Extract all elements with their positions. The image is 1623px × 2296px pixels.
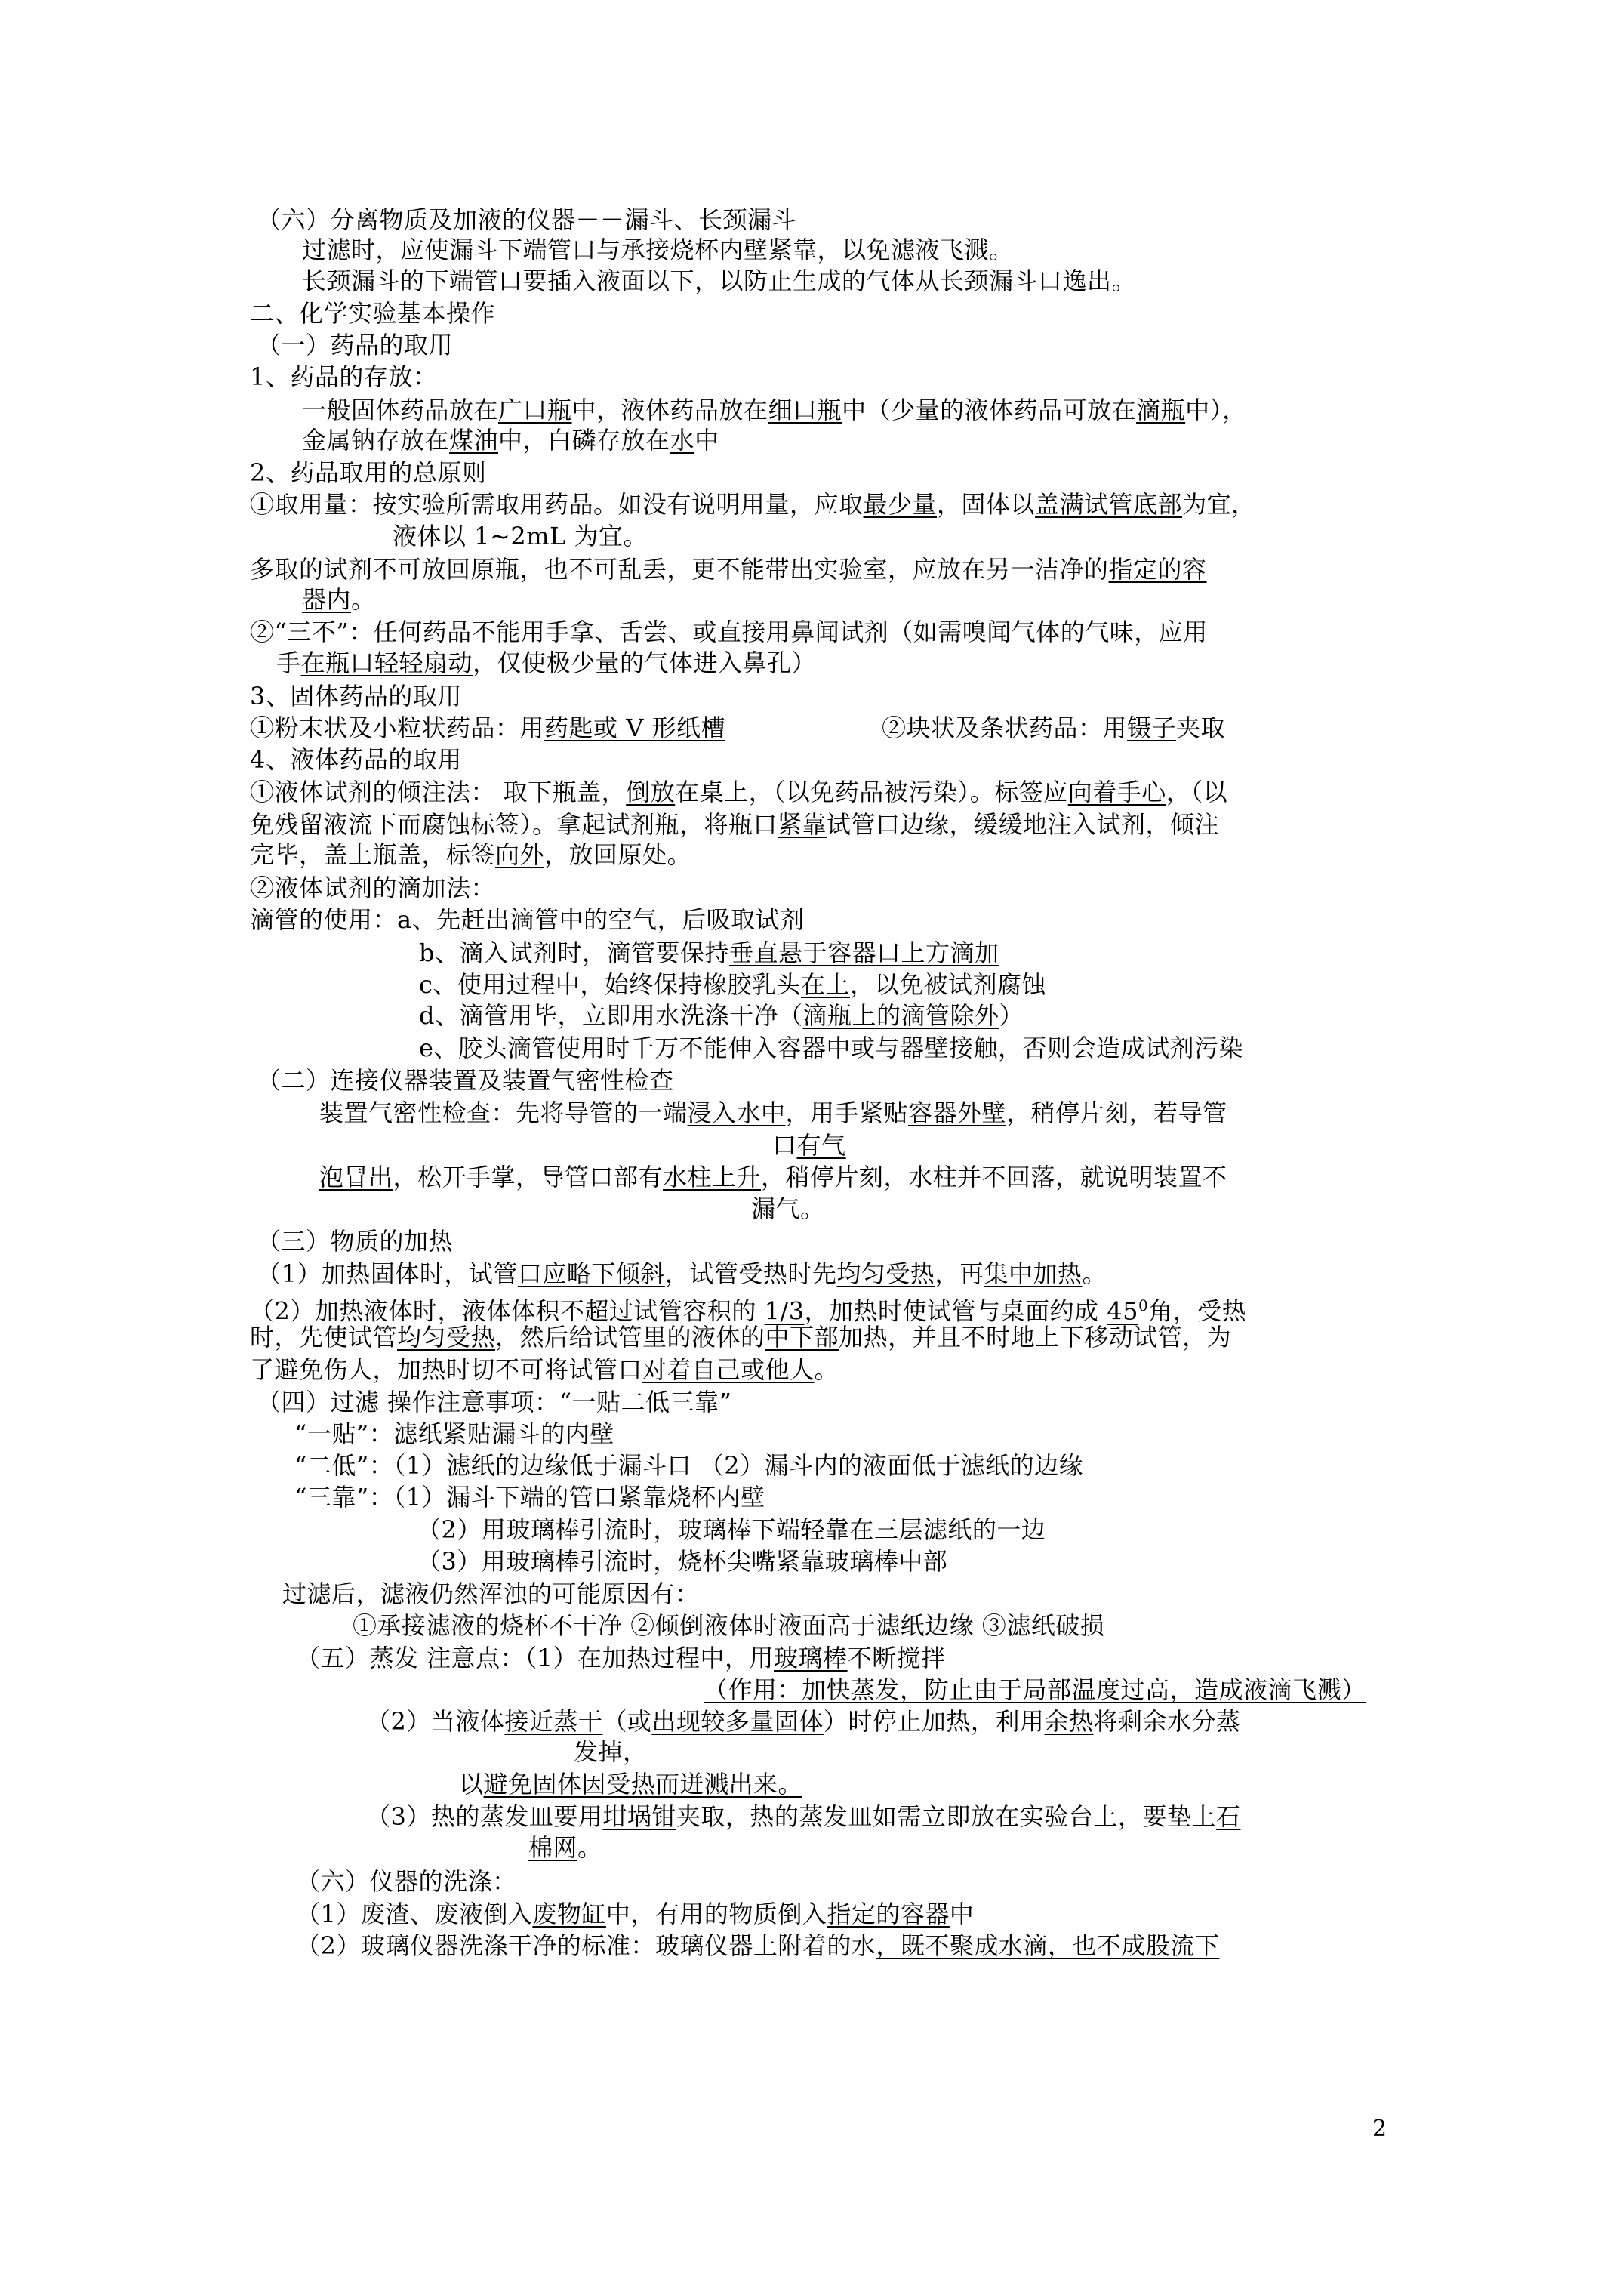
underlined-answer: 指定的容 xyxy=(1108,555,1207,584)
underlined-answer: 水柱上升 xyxy=(663,1163,762,1191)
text-line xyxy=(276,647,816,679)
text-line xyxy=(257,1386,731,1418)
text-segment: 多取的试剂不可放回原瓶，也不可乱丢，更不能带出实验室，应放在另一洁净的 xyxy=(250,555,1109,584)
text-segment: 不断搅拌 xyxy=(847,1644,946,1672)
underlined-answer: 浸入水中 xyxy=(687,1099,786,1127)
text-segment: 了避免伤人，加热时切不可将试管口 xyxy=(250,1355,643,1384)
text-segment: ，放回原处。 xyxy=(544,840,692,869)
text-segment: 中）， xyxy=(1185,396,1247,424)
underlined-answer: 水 xyxy=(670,426,695,455)
text-line xyxy=(250,872,495,904)
text-segment: （六）分离物质及加液的仪器－－漏斗、长颈漏斗 xyxy=(257,205,797,234)
text-line xyxy=(882,712,1225,744)
underlined-answer: 泡冒出 xyxy=(319,1163,393,1191)
text-segment: 。 xyxy=(577,1833,602,1862)
text-segment: ，（以 xyxy=(1166,778,1228,806)
text-line xyxy=(250,1321,1231,1353)
text-segment: 以 xyxy=(459,1770,484,1798)
underlined-answer: 对着自己或他人 xyxy=(642,1355,815,1384)
text-line xyxy=(257,1258,1107,1290)
underlined-answer: 紧靠 xyxy=(778,810,827,839)
text-segment: ②“三不”：任何药品不能用手拿、舌尝、或直接用鼻闻试剂（如需嗅闻气体的气味，应用 xyxy=(250,618,1208,646)
underlined-answer: 向外 xyxy=(495,840,545,869)
underlined-answer: 棉网 xyxy=(528,1833,578,1862)
text-line xyxy=(302,584,376,615)
underlined-answer: 镊子 xyxy=(1127,713,1177,742)
text-segment: 夹取 xyxy=(1176,713,1226,742)
text-line xyxy=(250,297,495,329)
text-segment: 在桌上，（以免药品被污染）。标签应 xyxy=(675,778,1068,806)
underlined-answer: 玻璃棒 xyxy=(774,1644,848,1672)
text-segment: b、滴入试剂时，滴管要保持 xyxy=(419,938,729,967)
text-segment: “二低”：（1）滤纸的边缘低于漏斗口 （2）漏斗内的液面低于滤纸的边缘 xyxy=(294,1451,1084,1480)
text-segment: 中，白磷存放在 xyxy=(498,426,670,455)
text-segment: ①粉末状及小粒状药品：用 xyxy=(250,713,545,742)
text-segment: 过滤后，滤液仍然浑浊的可能原因有： xyxy=(282,1579,700,1608)
text-segment: ，试管受热时先 xyxy=(664,1259,837,1288)
text-segment: ，再 xyxy=(935,1259,984,1288)
text-segment: c、使用过程中，始终保持橡胶乳头 xyxy=(419,970,801,999)
text-line xyxy=(250,553,1207,585)
text-segment: 过滤时，应使漏斗下端管口与承接烧杯内壁紧靠，以免滤液飞溅。 xyxy=(302,236,1014,264)
text-segment: 将剩余水分蒸 xyxy=(1093,1707,1241,1736)
text-line xyxy=(250,680,462,712)
text-segment: 为宜， xyxy=(1182,490,1256,519)
text-segment: ，仅使极少量的气体进入鼻孔） xyxy=(473,649,817,677)
underlined-answer: 避免固体因受热而迸溅出来。 xyxy=(483,1770,803,1798)
underlined-answer: ，既不聚成水滴，也不成股流下 xyxy=(876,1931,1220,1960)
text-line xyxy=(574,1736,648,1767)
text-segment: （1）加热固体时，试管 xyxy=(257,1259,518,1288)
text-segment: 4、液体药品的取用 xyxy=(250,745,462,774)
underlined-answer: 均匀受热 xyxy=(836,1259,935,1288)
underlined-answer: 倒放 xyxy=(626,778,676,806)
text-line xyxy=(419,969,1046,1000)
text-line xyxy=(250,712,725,744)
text-segment: 滴管的使用：a、先赶出滴管中的空气，后吸取试剂 xyxy=(250,905,805,934)
text-line xyxy=(250,616,1208,648)
text-segment: 3、固体药品的取用 xyxy=(250,682,462,710)
text-segment: 液体以 1~2mL 为宜。 xyxy=(393,522,648,550)
text-segment: （或 xyxy=(602,1707,652,1736)
underlined-answer: 滴瓶 xyxy=(1136,396,1186,424)
text-segment: 中 xyxy=(694,426,719,455)
text-segment: （三）物质的加热 xyxy=(257,1227,454,1256)
text-segment: 漏气。 xyxy=(751,1194,825,1223)
underlined-answer: 容器外壁 xyxy=(908,1099,1007,1127)
text-line xyxy=(751,1193,825,1225)
text-segment: 时，先使试管 xyxy=(250,1323,398,1351)
underlined-answer: 1/3 xyxy=(764,1296,805,1326)
text-segment: “一贴”：滤纸紧贴漏斗的内壁 xyxy=(294,1419,614,1448)
text-segment: 发掉， xyxy=(574,1737,648,1766)
text-line xyxy=(704,1674,1366,1706)
text-segment: ①取用量：按实验所需取用药品。如没有说明用量，应取 xyxy=(250,490,864,519)
text-segment: 口 xyxy=(772,1131,797,1160)
text-line xyxy=(417,1514,1046,1546)
text-line xyxy=(296,1642,946,1674)
text-segment: ②液体试剂的滴加法： xyxy=(250,874,496,902)
text-line xyxy=(393,520,648,552)
text-segment: ②块状及条状药品：用 xyxy=(882,713,1128,742)
text-segment: （3）热的蒸发皿要用 xyxy=(366,1802,603,1831)
text-line xyxy=(282,1578,700,1610)
underlined-answer: （作用：加快蒸发，防止由于局部温度过高，造成液滴飞溅） xyxy=(704,1675,1366,1704)
underlined-answer: 器内 xyxy=(302,585,352,614)
text-segment: ，用手紧贴 xyxy=(785,1099,909,1127)
text-segment: 夹取，热的蒸发皿如需立即放在实验台上，要垫上 xyxy=(676,1802,1216,1831)
text-line xyxy=(419,1032,1243,1064)
text-segment: 角，受热 xyxy=(1148,1296,1247,1326)
text-line xyxy=(250,488,1256,520)
underlined-answer: 药匙或 V 形纸槽 xyxy=(544,713,725,742)
underlined-answer: 出现较多量固体 xyxy=(651,1707,824,1736)
text-line xyxy=(419,1000,1024,1031)
text-line xyxy=(257,1065,674,1096)
text-line xyxy=(319,1097,1227,1129)
text-line xyxy=(302,234,1014,266)
underlined-answer: 细口瓶 xyxy=(768,396,842,424)
text-segment: 加热，并且不时地上下移动试管，为 xyxy=(839,1323,1232,1351)
underlined-answer: 在瓶口轻轻扇动 xyxy=(300,649,473,677)
text-segment: （2）用玻璃棒引流时，玻璃棒下端轻靠在三层滤纸的一边 xyxy=(417,1515,1046,1544)
text-segment: ，然后给试管里的液体的 xyxy=(495,1323,765,1351)
text-line xyxy=(302,424,719,456)
text-segment: （2）当液体 xyxy=(366,1707,505,1736)
underlined-answer: 口应略下倾斜 xyxy=(517,1259,665,1288)
text-segment: ，稍停片刻，水柱并不回落，就说明装置不 xyxy=(761,1163,1227,1191)
text-segment: 。 xyxy=(1082,1259,1107,1288)
text-line xyxy=(319,1161,1227,1193)
text-segment: 。 xyxy=(814,1355,839,1384)
text-segment: （一）药品的取用 xyxy=(257,331,454,359)
text-line xyxy=(419,937,999,969)
text-segment: 试管口边缘，缓缓地注入试剂，倾注 xyxy=(827,810,1220,839)
underlined-answer: 滴瓶上的滴管除外 xyxy=(802,1001,999,1030)
underlined-answer: 煤油 xyxy=(449,426,499,455)
text-segment: ①液体试剂的倾注法： 取下瓶盖， xyxy=(250,778,627,806)
text-segment: （1）废渣、废液倒入 xyxy=(296,1900,533,1928)
text-line xyxy=(417,1546,947,1577)
text-segment: ，固体以 xyxy=(937,490,1036,519)
text-segment: ）时停止加热，利用 xyxy=(823,1707,1045,1736)
text-segment: d、滴管用毕，立即用水洗涤干净（ xyxy=(419,1001,803,1030)
text-line xyxy=(250,776,1227,808)
text-segment: （四）过滤 操作注意事项：“一贴二低三靠” xyxy=(257,1388,732,1416)
text-segment: （二）连接仪器装置及装置气密性检查 xyxy=(257,1066,674,1095)
text-segment: 二、化学实验基本操作 xyxy=(250,299,496,328)
text-line xyxy=(257,1225,453,1257)
text-line xyxy=(294,1450,1083,1481)
underlined-answer: 余热 xyxy=(1044,1707,1094,1736)
text-segment: 1、药品的存放： xyxy=(250,362,438,391)
text-segment: 手 xyxy=(276,649,301,677)
text-segment: 中，有用的物质倒入 xyxy=(605,1900,827,1928)
text-line xyxy=(366,1801,1240,1832)
text-line xyxy=(250,904,805,935)
underlined-answer: 均匀受热 xyxy=(397,1323,496,1351)
page-number: 2 xyxy=(1372,2116,1387,2142)
text-segment: 中，液体药品放在 xyxy=(571,396,768,424)
underlined-answer: 垂直悬于容器口上方滴加 xyxy=(729,938,999,967)
underlined-answer: 坩埚钳 xyxy=(602,1802,676,1831)
text-line xyxy=(296,1898,974,1930)
text-segment: 装置气密性检查：先将导管的一端 xyxy=(319,1099,688,1127)
underlined-answer: 石 xyxy=(1215,1802,1241,1831)
text-line xyxy=(296,1930,1219,1962)
text-line xyxy=(294,1481,765,1513)
underlined-answer: 向着手心 xyxy=(1067,778,1166,806)
text-segment: ，松开手掌，导管口部有 xyxy=(393,1163,664,1191)
text-line xyxy=(257,204,796,236)
text-segment: ①承接滤液的烧杯不干净 ②倾倒液体时液面高于滤纸边缘 ③滤纸破损 xyxy=(353,1611,1105,1640)
text-segment: （六）仪器的洗涤： xyxy=(296,1867,517,1896)
underlined-answer: 中下部 xyxy=(765,1323,839,1351)
text-line xyxy=(250,744,462,775)
underlined-answer: 最少量 xyxy=(863,490,938,519)
text-segment: “三靠”：（1）漏斗下端的管口紧靠烧杯内壁 xyxy=(294,1483,765,1512)
text-segment: ，以免被试剂腐蚀 xyxy=(849,970,1046,999)
underlined-answer: 盖满试管底部 xyxy=(1035,490,1183,519)
text-segment: 2、药品取用的总原则 xyxy=(250,458,487,487)
text-segment: ） xyxy=(999,1001,1024,1030)
underlined-answer: 广口瓶 xyxy=(498,396,572,424)
text-line xyxy=(250,809,1219,840)
text-line xyxy=(353,1610,1104,1641)
text-line xyxy=(772,1130,846,1161)
text-line xyxy=(250,361,437,393)
underlined-answer: 集中加热 xyxy=(984,1259,1083,1288)
text-line xyxy=(302,265,1136,297)
text-segment: 一般固体药品放在 xyxy=(302,396,499,424)
text-line xyxy=(257,329,453,361)
text-segment: 金属钠存放在 xyxy=(302,426,450,455)
underlined-answer: 废物缸 xyxy=(532,1900,606,1928)
text-line xyxy=(250,1354,839,1385)
text-segment: 完毕，盖上瓶盖，标签 xyxy=(250,840,496,869)
text-line xyxy=(302,394,1247,426)
text-line xyxy=(528,1832,602,1863)
text-segment: ，稍停片刻，若导管 xyxy=(1006,1099,1227,1127)
text-line xyxy=(459,1768,802,1800)
text-segment: 中 xyxy=(949,1900,975,1928)
text-segment: 。 xyxy=(351,585,376,614)
superscript: 0 xyxy=(1138,1296,1149,1314)
text-segment: 中（少量的液体药品可放在 xyxy=(842,396,1137,424)
text-segment: 长颈漏斗的下端管口要插入液面以下，以防止生成的气体从长颈漏斗口逸出。 xyxy=(302,267,1137,295)
text-segment: （五）蒸发 注意点：（1）在加热过程中，用 xyxy=(296,1644,775,1672)
text-line xyxy=(294,1418,614,1450)
underlined-answer: 指定的容器 xyxy=(827,1900,950,1928)
underlined-answer: 在上 xyxy=(800,970,850,999)
text-segment: （2）加热液体时，液体体积不超过试管容积的 xyxy=(250,1296,765,1326)
underlined-answer: 45 xyxy=(1107,1296,1138,1326)
underlined-answer: 接近蒸干 xyxy=(504,1707,603,1736)
underlined-answer: 有气 xyxy=(796,1131,846,1160)
text-line xyxy=(250,457,486,488)
text-segment: 免残留液流下而腐蚀标签）。拿起试剂瓶，将瓶口 xyxy=(250,810,778,839)
text-line xyxy=(250,839,691,871)
text-segment: （2）玻璃仪器洗涤干净的标准：玻璃仪器上附着的水 xyxy=(296,1931,876,1960)
text-line xyxy=(366,1706,1240,1737)
text-segment: ，加热时使试管与桌面约成 xyxy=(804,1296,1107,1326)
text-segment: （3）用玻璃棒引流时，烧杯尖嘴紧靠玻璃棒中部 xyxy=(417,1547,948,1576)
text-line xyxy=(296,1866,517,1897)
text-segment: e、胶头滴管使用时千万不能伸入容器中或与器壁接触，否则会造成试剂污染 xyxy=(419,1034,1243,1062)
